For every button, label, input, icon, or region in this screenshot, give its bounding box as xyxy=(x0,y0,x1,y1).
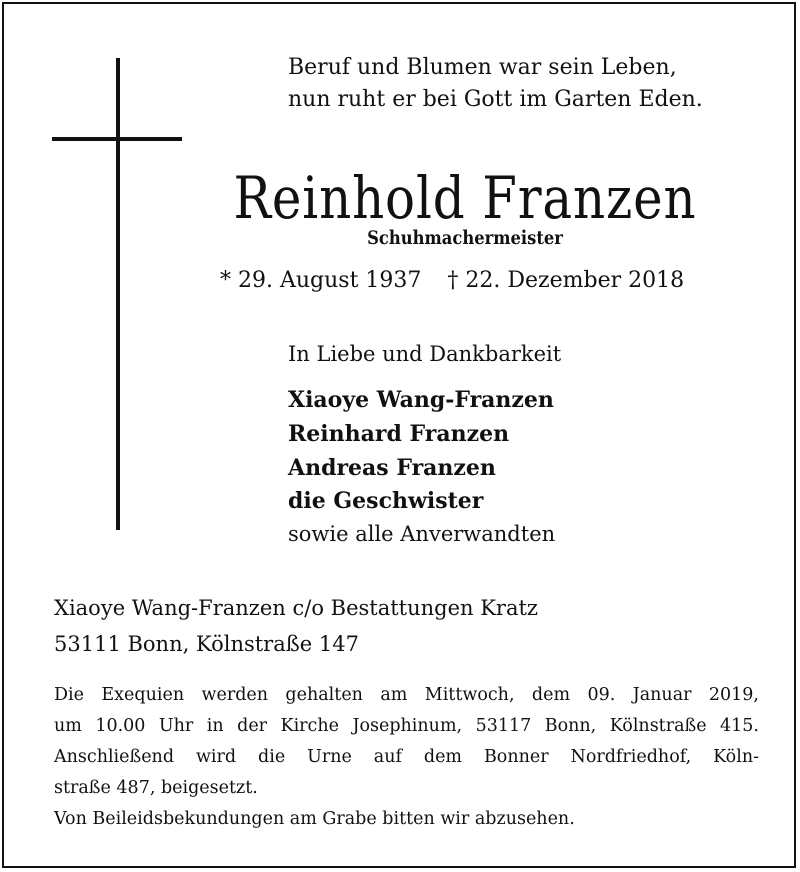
exequies-line: Anschließend wird die Urne auf dem Bonner Nordfriedhof, Köln- xyxy=(54,747,759,767)
exequies-line: straße 487, beigesetzt. xyxy=(54,778,258,798)
address-line-2: 53111 Bonn, Kölnstraße 147 xyxy=(54,632,359,656)
mourners-intro: In Liebe und Dankbarkeit xyxy=(288,342,562,366)
quote-line-2: nun ruht er bei Gott im Garten Eden. xyxy=(288,87,703,112)
mourner-name: Reinhard Franzen xyxy=(288,421,510,447)
exequies-line: Von Beileidsbekundungen am Grabe bitten wir abzusehen. xyxy=(54,809,575,829)
deceased-name: Reinhold Franzen xyxy=(233,164,697,232)
birth-date: * 29. August 1937 xyxy=(220,268,422,293)
death-date: † 22. Dezember 2018 xyxy=(447,268,685,293)
cross-icon-vertical-bar xyxy=(116,58,120,530)
exequies-line: um 10.00 Uhr in der Kirche Josephinum, 53117 Bonn, Kölnstraße 415. xyxy=(54,716,759,736)
deceased-title: Schuhmachermeister xyxy=(367,227,563,249)
address-line-1: Xiaoye Wang-Franzen c/o Bestattungen Kratz xyxy=(54,596,538,620)
exequies-text xyxy=(54,680,759,835)
cross-icon-horizontal-bar xyxy=(52,137,182,141)
exequies-line: Die Exequien werden gehalten am Mittwoch, dem 09. Januar 2019, xyxy=(54,685,759,705)
mourners-outro: sowie alle Anverwandten xyxy=(288,522,556,546)
mourner-name: die Geschwister xyxy=(288,488,484,514)
life-dates xyxy=(220,268,684,293)
mourner-name: Andreas Franzen xyxy=(288,455,496,481)
quote-line-1: Beruf und Blumen war sein Leben, xyxy=(288,55,677,80)
mourner-name: Xiaoye Wang-Franzen xyxy=(288,387,554,413)
